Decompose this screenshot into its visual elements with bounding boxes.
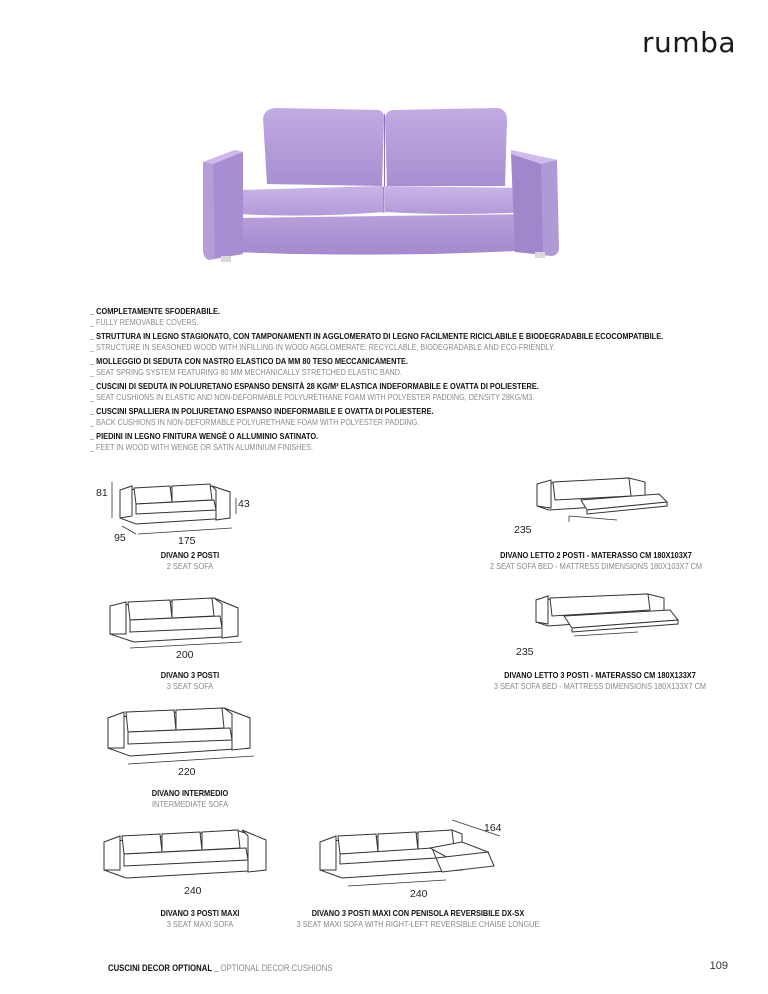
sofa-maxi-drawing xyxy=(96,820,276,886)
page-number: 109 xyxy=(709,960,728,972)
feature-it: _ CUSCINI DI SEDUTA IN POLIURETANO ESPANSO DENSITÀ 28 KG/M³ ELASTICA INDEFORMABILE E OVATTA DI POLIESTERE. xyxy=(90,381,658,392)
dim-seat-height: 43 xyxy=(238,498,250,510)
feature-en: _ STRUCTURE IN SEASONED WOOD WITH INFILLING IN WOOD AGGLOMERATE: RECYCLABLE, BIODEGRADABLE AND ECO-FRIENDLY. xyxy=(90,342,658,353)
caption-subtitle: 3 SEAT MAXI SOFA xyxy=(166,919,234,929)
caption-subtitle: INTERMEDIATE SOFA xyxy=(151,799,229,809)
feature-item xyxy=(90,431,750,453)
caption-title: DIVANO INTERMEDIO xyxy=(151,788,229,798)
caption-subtitle: 2 SEAT SOFA xyxy=(166,561,214,571)
caption-sofa-2 xyxy=(161,550,219,572)
feature-item xyxy=(90,306,750,328)
footer-grey: OPTIONAL DECOR CUSHIONS xyxy=(220,963,333,973)
caption-subtitle: 2 SEAT SOFA BED - MATTRESS DIMENSIONS 180X103X7 CM xyxy=(489,561,703,571)
dim-width: 175 xyxy=(178,535,196,547)
feature-item xyxy=(90,356,750,378)
feature-en: _ SEAT CUSHIONS IN ELASTIC AND NON-DEFORMABLE POLYURETHANE FOAM WITH POLYESTER PADDING, DENSITY 28KG/M3. xyxy=(90,392,658,403)
dim-width: 240 xyxy=(410,888,428,900)
caption-title: DIVANO 3 POSTI xyxy=(160,670,220,680)
feature-it: _ PIEDINI IN LEGNO FINITURA WENGÈ O ALLUMINIO SATINATO. xyxy=(90,431,658,442)
sofa-intermediate-drawing xyxy=(100,700,260,772)
caption-title: DIVANO LETTO 2 POSTI - MATERASSO CM 180X103X7 xyxy=(500,550,692,560)
caption-title: DIVANO 3 POSTI MAXI xyxy=(160,908,240,918)
caption-subtitle: 3 SEAT SOFA xyxy=(166,681,214,691)
sofa-bed-3-drawing xyxy=(520,586,680,656)
feature-it: _ STRUTTURA IN LEGNO STAGIONATO, CON TAMPONAMENTI IN AGGLOMERATO DI LEGNO FACILMENTE RICICLABILE E BIODEGRADABILE ECOCOMPATIBILE. xyxy=(90,331,658,342)
feature-en: _ FEET IN WOOD WITH WENGE OR SATIN ALUMINIUM FINISHES. xyxy=(90,442,658,453)
brand-title: rumba xyxy=(642,26,736,59)
dim-length: 235 xyxy=(514,524,532,536)
sofa-chaise-drawing xyxy=(312,812,512,892)
feature-en: _ BACK CUSHIONS IN NON-DEFORMABLE POLYURETHANE FOAM WITH POLYESTER PADDING. xyxy=(90,417,658,428)
caption-title: DIVANO LETTO 3 POSTI - MATERASSO CM 180X133X7 xyxy=(504,670,696,680)
caption-bed-3 xyxy=(494,670,706,692)
dim-length: 235 xyxy=(516,646,534,658)
feature-en: _ SEAT SPRING SYSTEM FEATURING 80 MM MECHANICALLY STRETCHED ELASTIC BAND. xyxy=(90,367,658,378)
caption-maxi xyxy=(161,908,240,930)
caption-title: DIVANO 2 POSTI xyxy=(160,550,220,560)
dim-width: 220 xyxy=(178,766,196,778)
feature-item xyxy=(90,331,750,353)
feature-list xyxy=(90,306,750,456)
feature-en: _ FULLY REMOVABLE COVERS. xyxy=(90,317,658,328)
footer-note xyxy=(108,963,333,973)
dim-depth: 95 xyxy=(114,532,126,544)
feature-it: _ CUSCINI SPALLIERA IN POLIURETANO ESPANSO INDEFORMABILE E OVATTA DI POLIESTERE. xyxy=(90,406,658,417)
caption-chaise xyxy=(297,908,540,930)
caption-subtitle: 3 SEAT MAXI SOFA WITH RIGHT-LEFT REVERSIBLE CHAISE LONGUE xyxy=(296,919,540,929)
feature-item xyxy=(90,406,750,428)
caption-title: DIVANO 3 POSTI MAXI CON PENISOLA REVERSIBILE DX-SX xyxy=(311,908,525,918)
dim-chaise-length: 164 xyxy=(484,822,502,834)
caption-bed-2 xyxy=(490,550,702,572)
feature-it: _ MOLLEGGIO DI SEDUTA CON NASTRO ELASTICO DA MM 80 TESO MECCANICAMENTE. xyxy=(90,356,658,367)
feature-it: _ COMPLETAMENTE SFODERABILE. xyxy=(90,306,658,317)
caption-intermediate xyxy=(152,788,228,810)
sofa-product-photo xyxy=(185,90,575,290)
sofa-bed-2-drawing xyxy=(525,470,675,536)
footer-bold: CUSCINI DECOR OPTIONAL _ xyxy=(108,963,219,973)
caption-subtitle: 3 SEAT SOFA BED - MATTRESS DIMENSIONS 180X133X7 CM xyxy=(493,681,707,691)
feature-item xyxy=(90,381,750,403)
dim-height: 81 xyxy=(96,487,108,499)
dim-width: 200 xyxy=(176,649,194,661)
caption-sofa-3 xyxy=(161,670,219,692)
dim-width: 240 xyxy=(184,885,202,897)
